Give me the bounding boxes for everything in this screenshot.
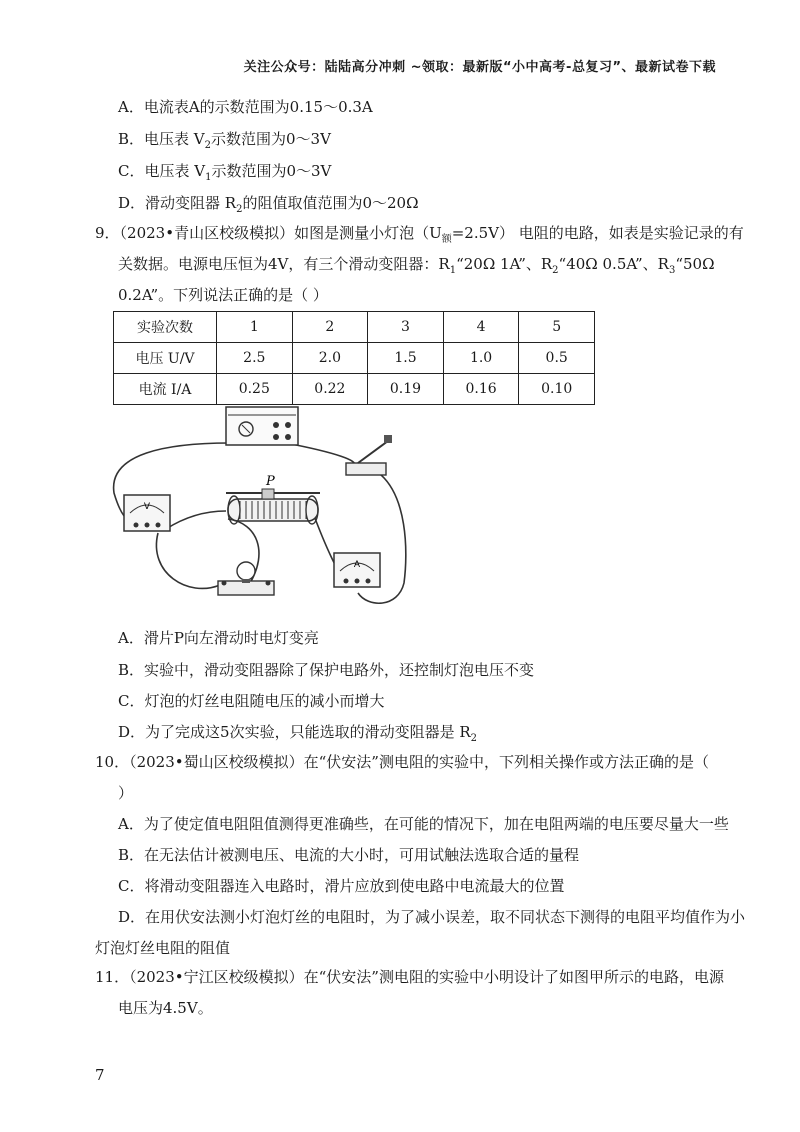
q8-option-c: C．电压表 $V_1$示数范围为0～3V bbox=[118, 162, 332, 183]
wire bbox=[286, 443, 354, 465]
q10-option-d-line2: 灯泡灯丝电阻的阻值 bbox=[95, 939, 231, 957]
q9-option-b: B．实验中，滑动变阻器除了保护电路外，还控制灯泡电压不变 bbox=[118, 661, 535, 679]
table-cell: 2.5 bbox=[217, 343, 293, 374]
bulb-icon bbox=[218, 562, 274, 595]
table-cell: 1 bbox=[217, 312, 293, 343]
q10-stem-line2: ） bbox=[118, 784, 134, 802]
q9-stem-line2: 关数据。电源电压恒为4V，有三个滑动变阻器：$R_1“20\Omega$ 1A”、$R_2“40\Omega$ 0.5A”、$R_3“50\Omega$ bbox=[118, 255, 715, 276]
table-row bbox=[114, 343, 595, 374]
table-cell: 1.5 bbox=[368, 343, 444, 374]
q10-option-d-line1: D．在用伏安法测小灯泡灯丝的电阻时，为了减小误差，取不同状态下测得的电阻平均值作为小 bbox=[118, 908, 746, 926]
q10-option-b: B．在无法估计被测电压、电流的大小时，可用试触法选取合适的量程 bbox=[118, 846, 580, 864]
ammeter-label: A bbox=[353, 560, 361, 570]
table-cell: 0.10 bbox=[519, 374, 595, 405]
slider-label: P bbox=[266, 474, 275, 489]
q10-stem-line1: 10．（2023•蜀山区校级模拟）在“伏安法”测电阻的实验中，下列相关操作或方法正确的是（ bbox=[95, 753, 709, 771]
q9-option-d: D．为了完成这5次实验，只能选取的滑动变阻器是 $R_2$ bbox=[118, 723, 478, 744]
table-row bbox=[114, 312, 595, 343]
page-header: 关注公众号：陆陆高分冲刺 ~领取：最新版“小中高考-总复习”、最新试卷下载 bbox=[243, 60, 716, 75]
power-supply-icon bbox=[226, 407, 298, 445]
wire bbox=[156, 533, 220, 588]
ammeter-icon bbox=[334, 553, 380, 587]
q9-option-a: A．滑片P向左滑动时电灯变亮 bbox=[118, 629, 319, 647]
table-row bbox=[114, 374, 595, 405]
q10-option-a: A．为了使定值电阻阻值测得更准确些，在可能的情况下，加在电阻两端的电压要尽量大一些 bbox=[118, 815, 729, 833]
q9-stem-line1: 9．（2023•青山区校级模拟）如图是测量小灯泡$(U_额=2.5V)$ 电阻的电路，如表是实验记录的有 bbox=[95, 224, 744, 245]
q11-stem-line1: 11．（2023•宁江区校级模拟）在“伏安法”测电阻的实验中小明设计了如图甲所示的电路，电源 bbox=[95, 968, 724, 986]
table-cell: 电压 U/V bbox=[114, 343, 217, 374]
voltmeter-icon bbox=[124, 495, 170, 531]
circuit-diagram bbox=[108, 403, 418, 615]
switch-icon bbox=[346, 435, 392, 475]
q11-stem-line2: 电压为4.5V。 bbox=[118, 999, 213, 1017]
rheostat-icon bbox=[226, 474, 320, 524]
table-cell: 0.16 bbox=[443, 374, 519, 405]
q8-option-a: A．电流表A的示数范围为0.15～0.3A bbox=[118, 98, 373, 116]
table-cell: 1.0 bbox=[443, 343, 519, 374]
q8-option-d: D．滑动变阻器 $R_2$的阻值取值范围为0～20Ω bbox=[118, 194, 419, 215]
q9-data-table bbox=[113, 311, 595, 405]
q9-option-c: C．灯泡的灯丝电阻随电压的减小而增大 bbox=[118, 692, 385, 710]
table-cell: 3 bbox=[368, 312, 444, 343]
page-number: 7 bbox=[95, 1066, 105, 1084]
q8-option-b: B．电压表 $V_2$示数范围为0～3V bbox=[118, 130, 331, 151]
table-cell: 4 bbox=[443, 312, 519, 343]
table-cell: 0.5 bbox=[519, 343, 595, 374]
wire bbox=[166, 511, 226, 529]
table-cell: 实验次数 bbox=[114, 312, 217, 343]
table-cell: 0.25 bbox=[217, 374, 293, 405]
q9-stem-line3: 0.2A”。下列说法正确的是（ ） bbox=[118, 286, 328, 304]
table-cell: 0.19 bbox=[368, 374, 444, 405]
q10-option-c: C．将滑动变阻器连入电路时，滑片应放到使电路中电流最大的位置 bbox=[118, 877, 565, 895]
table-cell: 2 bbox=[292, 312, 368, 343]
table-cell: 5 bbox=[519, 312, 595, 343]
table-cell: 0.22 bbox=[292, 374, 368, 405]
table-cell: 电流 I/A bbox=[114, 374, 217, 405]
voltmeter-label: V bbox=[143, 502, 151, 512]
table-cell: 2.0 bbox=[292, 343, 368, 374]
